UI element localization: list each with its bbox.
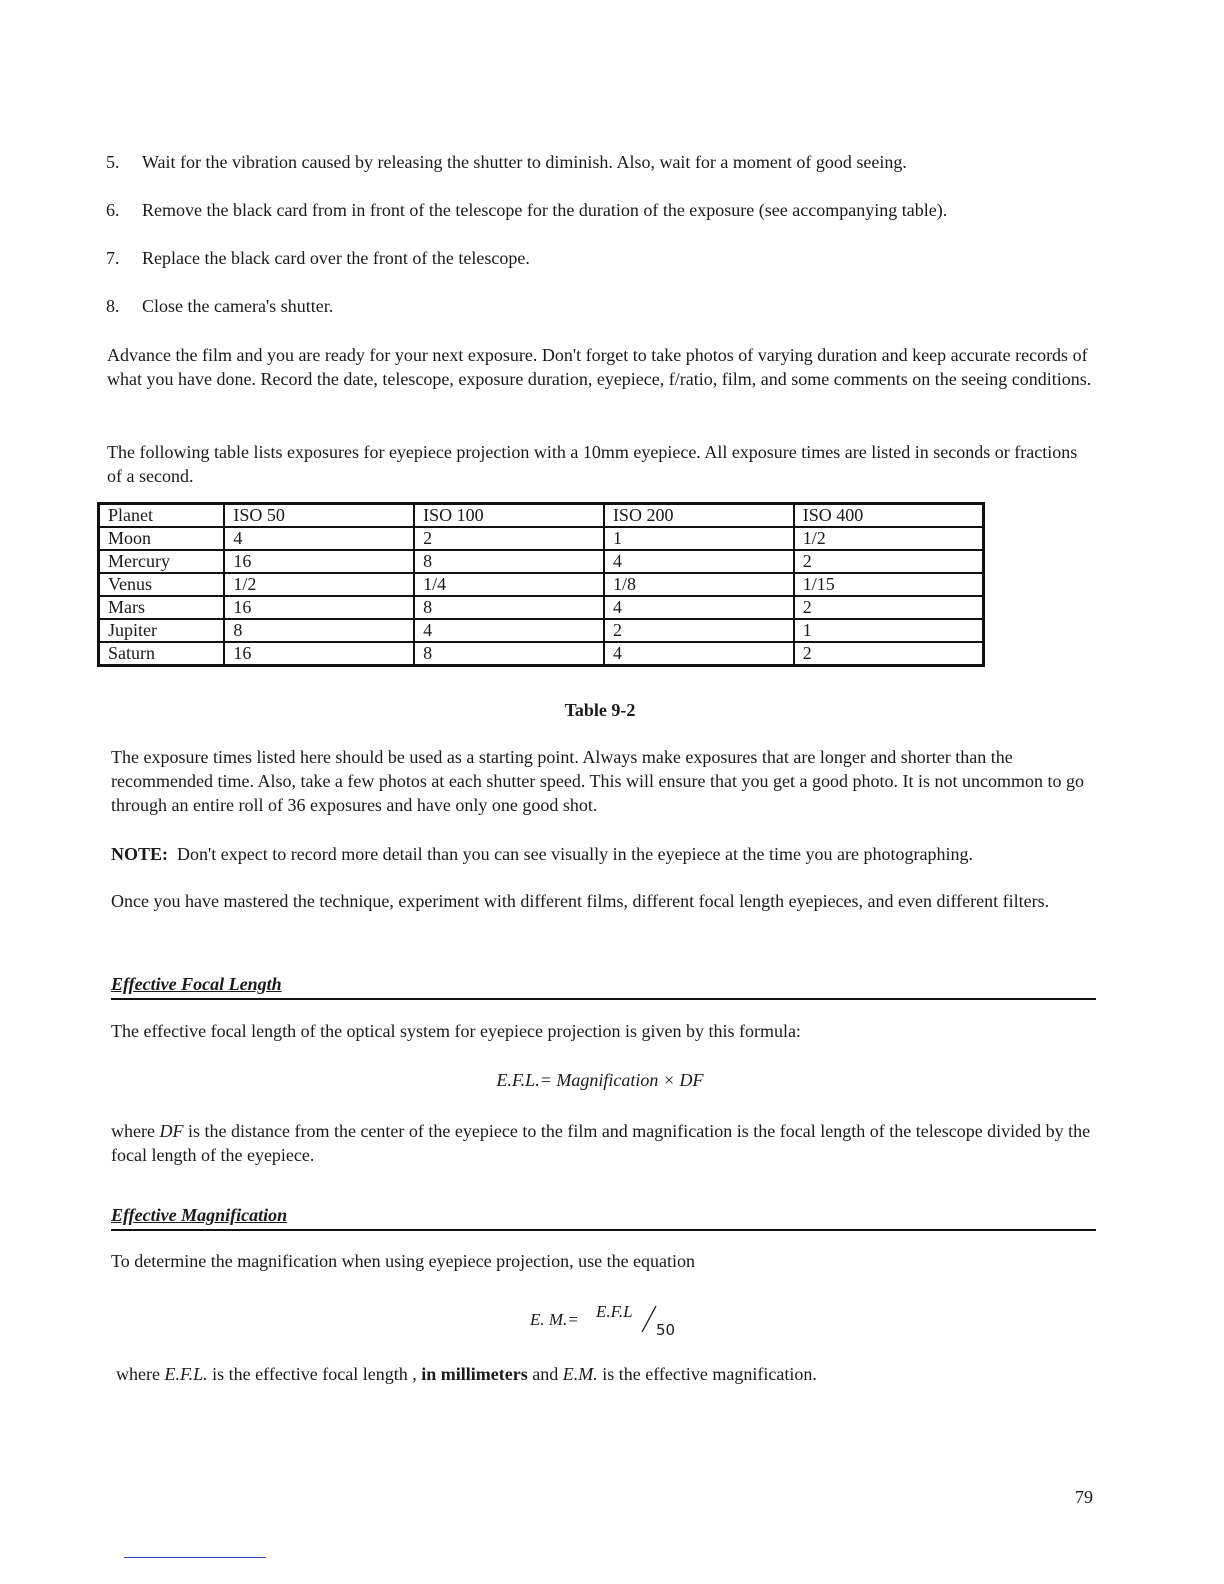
step-number: 5. <box>106 152 120 172</box>
efl-heading-text: Effective Focal Length <box>111 974 282 994</box>
advance-paragraph: Advance the film and you are ready for your next exposure. Don't forget to take photos of varying duration and keep accurate records of what you have done. Record the date, telescope, exposure duration, eyepiece, f/ratio, film, and some comments on the seeing conditions. <box>107 345 1092 389</box>
em-formula <box>530 1300 730 1346</box>
table-cell: 16 <box>224 642 414 666</box>
table-cell: 8 <box>414 596 604 619</box>
step-number: 7. <box>106 248 120 268</box>
table-cell: 8 <box>414 550 604 573</box>
table-row <box>99 619 984 642</box>
table-cell: 1/4 <box>414 573 604 596</box>
table-cell: 1/2 <box>224 573 414 596</box>
table-cell: 2 <box>794 642 984 666</box>
em-term: E.M. <box>562 1364 598 1384</box>
table-row <box>99 642 984 666</box>
table-cell: 2 <box>794 596 984 619</box>
table-cell: 8 <box>414 642 604 666</box>
note-text: Don't expect to record more detail than you can see visually in the eyepiece at the time you are photographing. <box>177 844 973 864</box>
table-cell: 2 <box>604 619 794 642</box>
em-heading-text: Effective Magnification <box>111 1205 288 1225</box>
em-where-text: is the effective magnification. <box>597 1364 817 1384</box>
table-cell: 4 <box>604 596 794 619</box>
em-formula-denominator: 50 <box>656 1321 676 1339</box>
efl-where-text: where <box>111 1121 160 1141</box>
table-cell: 4 <box>604 550 794 573</box>
table-cell: Mercury <box>99 550 225 573</box>
fraction-slash-icon <box>638 1304 658 1334</box>
em-where-text: and <box>527 1364 563 1384</box>
efl-where-text: is the distance from the center of the eyepiece to the film and magnification is the focal length of the telescope divided by the focal length of the eyepiece. <box>111 1121 1091 1165</box>
step-7 <box>106 246 1106 270</box>
step-number: 8. <box>106 296 120 316</box>
table-cell: 1/2 <box>794 527 984 550</box>
efl-where <box>111 1119 1096 1167</box>
em-formula-left: E. M.= <box>530 1310 579 1329</box>
em-formula-numerator: E.F.L <box>596 1302 633 1321</box>
table-cell: 4 <box>414 619 604 642</box>
exposure-table <box>97 502 985 667</box>
em-heading <box>111 1203 1096 1231</box>
step-text: Wait for the vibration caused by releasing the shutter to diminish. Also, wait for a moment of good seeing. <box>142 152 907 172</box>
efl-formula: E.F.L.= Magnification × DF <box>496 1070 704 1090</box>
table-row <box>99 550 984 573</box>
table-cell: Moon <box>99 527 225 550</box>
table-cell: Jupiter <box>99 619 225 642</box>
step-number: 6. <box>106 200 120 220</box>
table-cell: Mars <box>99 596 225 619</box>
header-cell: ISO 200 <box>604 504 794 528</box>
table-header-row <box>99 504 984 528</box>
table-cell: 1 <box>604 527 794 550</box>
step-text: Close the camera's shutter. <box>142 296 334 316</box>
mastered-paragraph: Once you have mastered the technique, experiment with different films, different focal length eyepieces, and even different filters. <box>111 891 1050 911</box>
exposure-paragraph: The exposure times listed here should be used as a starting point. Always make exposures that are longer and shorter than the recommended time. Also, take a few photos at each shutter speed. This will ensure that you get a good photo. It is not uncommon to go through an entire roll of 36 exposures and have only one good shot. <box>111 747 1084 815</box>
table-cell: 4 <box>604 642 794 666</box>
table-cell: 1/8 <box>604 573 794 596</box>
step-8 <box>106 294 1106 318</box>
df-term: DF <box>159 1121 184 1141</box>
table-row <box>99 573 984 596</box>
table-cell: 4 <box>224 527 414 550</box>
table-cell: 2 <box>414 527 604 550</box>
table-cell: 8 <box>224 619 414 642</box>
table-cell: 1 <box>794 619 984 642</box>
table-cell: 16 <box>224 550 414 573</box>
header-cell: ISO 400 <box>794 504 984 528</box>
table-intro: The following table lists exposures for eyepiece projection with a 10mm eyepiece. All exposure times are listed in seconds or fractions of a second. <box>107 442 1078 486</box>
footer-rule <box>124 1557 266 1558</box>
efl-heading <box>111 972 1096 1000</box>
table-row <box>99 527 984 550</box>
efl-intro: The effective focal length of the optical system for eyepiece projection is given by this formula: <box>111 1021 801 1041</box>
table-cell: Saturn <box>99 642 225 666</box>
em-where <box>116 1362 1101 1386</box>
table-cell: 1/15 <box>794 573 984 596</box>
millimeters-term: in millimeters <box>421 1364 528 1384</box>
table-cell: Venus <box>99 573 225 596</box>
header-cell: Planet <box>99 504 225 528</box>
efl-term: E.F.L. <box>164 1364 208 1384</box>
step-text: Remove the black card from in front of the telescope for the duration of the exposure (see accompanying table). <box>142 200 948 220</box>
page-number: 79 <box>1075 1487 1093 1507</box>
em-intro: To determine the magnification when using eyepiece projection, use the equation <box>111 1251 696 1271</box>
header-cell: ISO 50 <box>224 504 414 528</box>
em-where-text: is the effective focal length , <box>207 1364 422 1384</box>
table-caption: Table 9-2 <box>564 700 636 720</box>
step-text: Replace the black card over the front of the telescope. <box>142 248 530 268</box>
step-6 <box>106 198 1106 222</box>
step-5 <box>106 150 1106 174</box>
table-row <box>99 596 984 619</box>
note-label: NOTE: <box>111 844 169 864</box>
em-where-text: where <box>116 1364 165 1384</box>
note-paragraph <box>111 842 1096 866</box>
header-cell: ISO 100 <box>414 504 604 528</box>
table-cell: 2 <box>794 550 984 573</box>
table-cell: 16 <box>224 596 414 619</box>
